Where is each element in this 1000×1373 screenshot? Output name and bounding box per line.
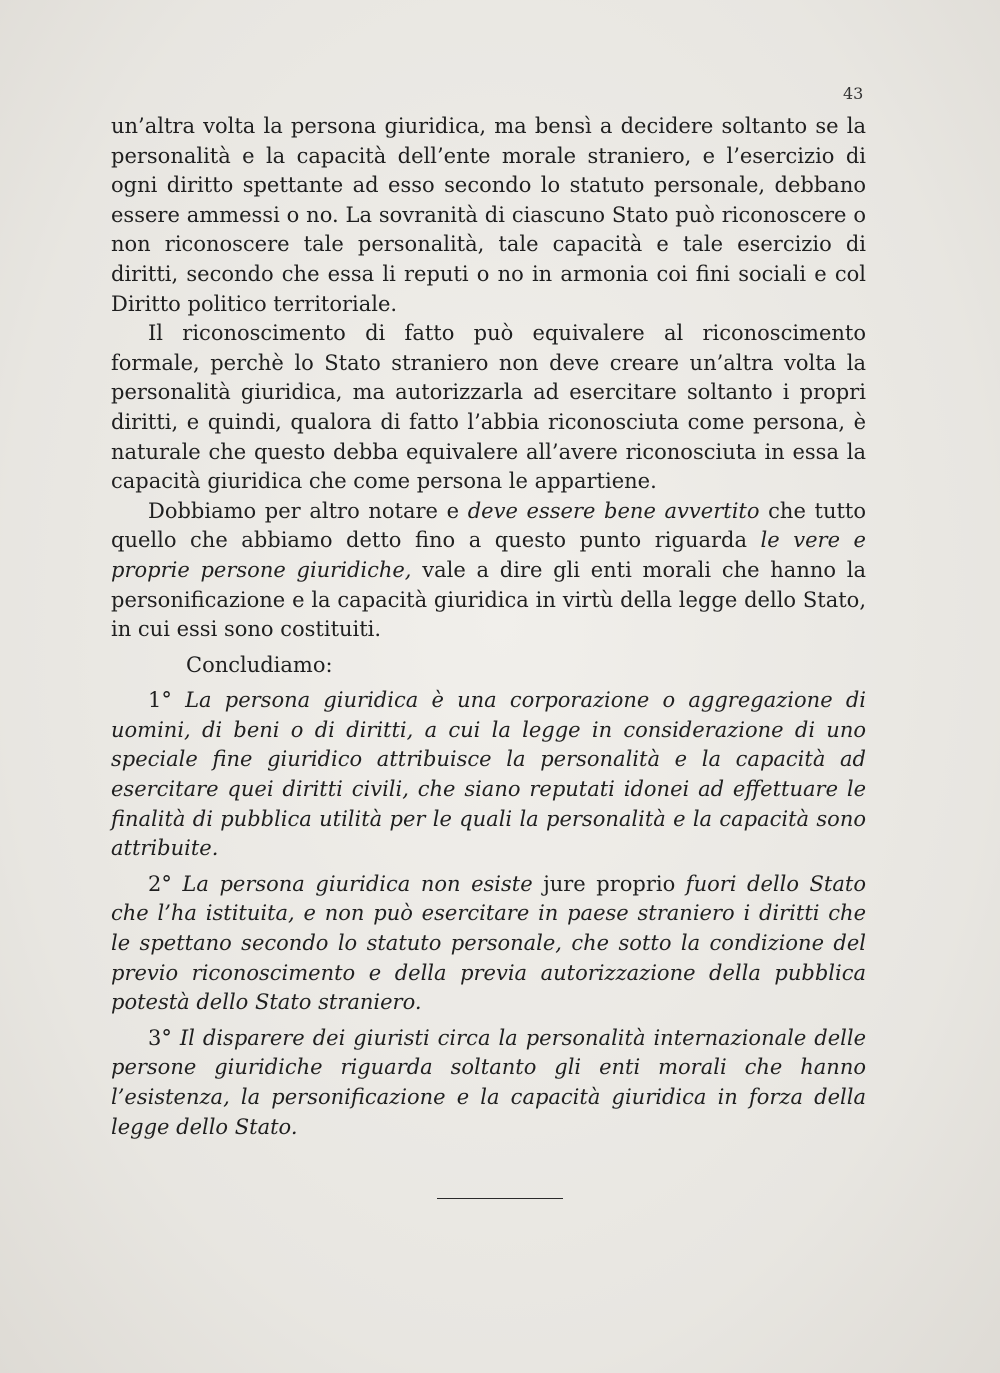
paragraph-2: Il riconoscimento di fatto può equivalere al riconoscimento formale, perchè lo Stato straniero non deve creare un’altra volta la personalità giuridica, ma autorizzarla ad esercitare soltanto i propri diritti, e quindi, qualora di fatto l’abbia riconosciuta come persona, è naturale che questo debba equivalere all’avere riconosciuta in essa la capacità giuridica che come persona le appartiene. (111, 321, 866, 494)
paragraph-1: un’altra volta la persona giuridica, ma bensì a decidere soltanto se la personalità e la capacità dell’ente morale straniero, e l’esercizio di ogni diritto spettante ad esso secondo lo statuto personale, debbano essere ammessi o no. La sovranità di ciascuno Stato può riconoscere o non riconoscere tale personalità, tale capacità e tale esercizio di diritti, secondo che essa li reputi o no in armonia coi fini sociali e col Diritto politico territoriale. (111, 114, 866, 316)
conclusion-2 (111, 870, 866, 1018)
conclusion-3 (111, 1024, 866, 1142)
conclusion-1-text: La persona giuridica è una corporazione o aggregazione di uomini, di beni o di diritti, a cui la legge in considerazione di uno speciale fine giuridico attribuisce la personalità e la capacità ad esercitare quei diritti civili, che siano reputati idonei ad effettuare le finalità di pubblica utilità per le quali la personalità e la capacità sono attribuite. (111, 688, 866, 861)
conclusion-3-text: Il disparere dei giuristi circa la personalità internazionale delle persone giuridiche riguarda soltanto gli enti morali che hanno l’esistenza, la personificazione e la capacità giuridica in forza della legge dello Stato. (111, 1025, 866, 1139)
paragraph-3-part-a: Dobbiamo per altro notare e (148, 498, 468, 523)
conclusion-1 (111, 686, 866, 864)
end-rule (437, 1198, 563, 1199)
page-number: 43 (843, 84, 864, 103)
conclusion-2-upright: jure proprio (543, 871, 676, 896)
conclusion-3-number: 3° (148, 1025, 172, 1050)
conclusion-1-number: 1° (148, 688, 172, 713)
conclusion-heading: Concludiamo: (186, 652, 333, 677)
conclusion-2-part-c: fuori dello Stato che l’ha istituita, e non può esercitare in paese straniero i diritti che le spettano secondo lo statuto personale, che sotto la condizione del previo riconoscimento e della previa autorizzazione della pubblica potestà dello Stato straniero. (111, 871, 866, 1015)
paragraph-3-emphasis-2: le vere e proprie persone giuridiche, (111, 528, 866, 582)
body-text (111, 112, 866, 1142)
paragraph-3-part-c: che tutto quello che abbiamo detto fino a questo punto riguarda (111, 498, 867, 553)
conclusion-2-number: 2° (148, 871, 172, 896)
paragraph-3 (111, 497, 866, 645)
paragraph-3-part-e: vale a dire gli enti morali che hanno la personificazione e la capacità giuridica in virtù della legge dello Stato, in cui essi sono costituiti. (111, 557, 866, 642)
paragraph-3-emphasis-1: deve essere bene avvertito (467, 498, 760, 523)
conclusion-2-part-a: La persona giuridica non esiste (171, 871, 544, 896)
